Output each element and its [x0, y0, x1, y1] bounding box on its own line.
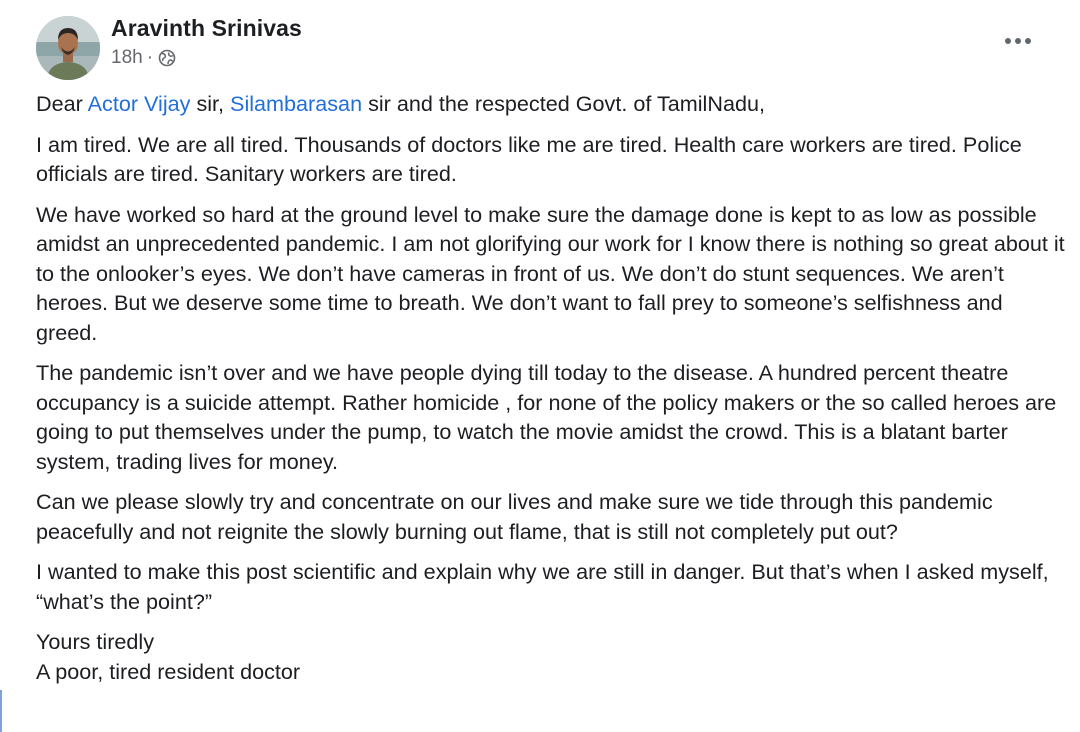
- paragraph-request: Can we please slowly try and concentrate on our lives and make sure we tide through this pandemic peacefully and not reignite the slowly burning out flame, that is still not completely put out?: [36, 489, 993, 544]
- author-name[interactable]: Aravinth Srinivas: [111, 15, 302, 41]
- mention-silambarasan[interactable]: Silambarasan: [230, 91, 363, 116]
- post-body: [36, 89, 1066, 686]
- closing-line-2: A poor, tired resident doctor: [36, 658, 301, 684]
- closing-line-1: Yours tiredly: [36, 629, 155, 654]
- avatar-photo: [36, 16, 100, 80]
- meta-separator: ·: [146, 47, 154, 68]
- globe-icon[interactable]: [158, 49, 176, 67]
- greeting-middle: sir,: [190, 91, 231, 116]
- paragraph-hard-work: We have worked so hard at the ground level to make sure the damage done is kept to as low as possible amidst an unprecedented pandemic. I am not glorifying our work for I know there is nothing so great about it to the onlooker’s eyes. We don’t have cameras in front of us. We don’t do stunt sequences. We aren’t heroes. But we deserve some time to breath. We don’t want to fall prey to someone’s selfishness and greed.: [36, 201, 1065, 345]
- edge-accent: [0, 690, 2, 732]
- author-avatar[interactable]: [36, 16, 100, 80]
- mention-actor-vijay[interactable]: Actor Vijay: [87, 91, 191, 116]
- paragraph-pandemic: The pandemic isn’t over and we have people dying till today to the disease. A hundred percent theatre occupancy is a suicide attempt. Rather homicide , for none of the policy makers or the so called heroes are going to put themselves under the pump, to watch the movie amidst the crowd. This is a blatant barter system, trading lives for money.: [36, 360, 1057, 474]
- paragraph-scientific: I wanted to make this post scientific and explain why we are still in danger. But that’s when I asked myself, “what’s the point?”: [36, 559, 1049, 614]
- more-options-icon[interactable]: [996, 24, 1040, 58]
- greeting-line: [36, 89, 1066, 119]
- greeting-prefix: Dear: [36, 91, 88, 116]
- post-meta: [111, 47, 176, 69]
- post-timestamp[interactable]: 18h: [111, 47, 143, 68]
- greeting-suffix: sir and the respected Govt. of TamilNadu,: [362, 91, 765, 116]
- paragraph-tired: I am tired. We are all tired. Thousands of doctors like me are tired. Health care workers are tired. Police officials are tired. Sanitary workers are tired.: [36, 131, 1022, 186]
